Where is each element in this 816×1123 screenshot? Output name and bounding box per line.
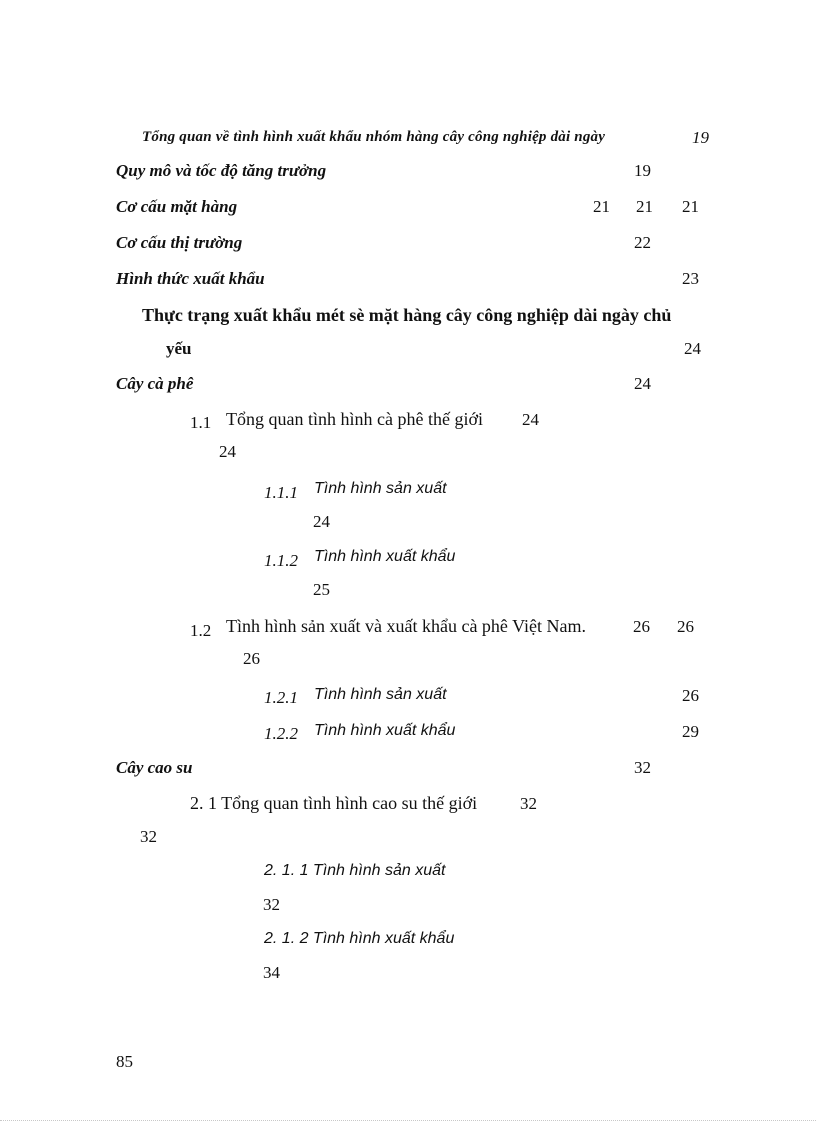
toc-entry-number: 1.2.1: [264, 688, 298, 707]
toc-entry-page: 22: [634, 233, 651, 252]
page-bottom-divider: [0, 1120, 816, 1121]
toc-entry-number: 1.2: [190, 621, 212, 640]
toc-entry-status-cont: yếu: [166, 339, 192, 358]
page-number: 85: [116, 1052, 133, 1071]
toc-entry-page: 32: [520, 794, 537, 813]
toc-entry-page: 25: [313, 580, 330, 599]
toc-entry-scale-growth: Quy mô và tốc độ tăng trưởng: [116, 161, 327, 180]
toc-entry-rubber: Cây cao su: [116, 758, 193, 777]
toc-entry-page: 24: [313, 512, 330, 531]
toc-entry-coffee: Cây cà phê: [116, 374, 194, 393]
toc-entry-page: 19: [692, 128, 709, 147]
toc-entry-page: 21: [682, 197, 699, 216]
toc-entry-page: 32: [263, 895, 280, 914]
toc-entry-page: 19: [634, 161, 651, 180]
toc-entry-coffee-1-2: Tình hình sản xuất và xuất khẩu cà phê Việt Nam.: [226, 616, 586, 636]
toc-entry-page: 26: [633, 617, 650, 636]
toc-entry-page: 24: [522, 410, 539, 429]
toc-entry-overview: [142, 129, 605, 146]
toc-entry-page: 32: [634, 758, 651, 777]
toc-entry-page: 24: [634, 374, 651, 393]
toc-entry-number: 1.1.2: [264, 551, 298, 570]
toc-entry-page: 21: [593, 197, 610, 216]
toc-entry-status: Thực trạng xuất khẩu mét sè mặt hàng cây công nghiệp dài ngày chủ: [142, 305, 672, 325]
toc-entry-page: 29: [682, 722, 699, 741]
toc-entry-page: 24: [684, 339, 701, 358]
toc-entry-page: 23: [682, 269, 699, 288]
toc-entry-product-structure: Cơ cấu mặt hàng: [116, 197, 238, 216]
toc-entry-market-structure: Cơ cấu thị trường: [116, 233, 243, 252]
toc-entry-page-repeat: 32: [140, 827, 157, 846]
toc-entry-page: 26: [682, 686, 699, 705]
toc-entry-coffee-1-2-1: Tình hình sản xuất: [314, 686, 447, 703]
toc-entry-coffee-1-1-2: Tình hình xuất khẩu: [314, 548, 456, 565]
toc-entry-page-repeat: 24: [219, 442, 236, 461]
toc-entry-rubber-2-1-1: 2. 1. 1 Tình hình sản xuất: [264, 862, 446, 879]
toc-entry-coffee-1-1: Tổng quan tình hình cà phê thế giới: [226, 409, 483, 429]
toc-entry-number: 1.2.2: [264, 724, 298, 743]
toc-entry-coffee-1-2-2: Tình hình xuất khẩu: [314, 722, 456, 739]
toc-entry-page: 26: [677, 617, 694, 636]
toc-entry-rubber-2-1-2: 2. 1. 2 Tình hình xuất khẩu: [264, 930, 455, 947]
toc-entry-coffee-1-1-1: Tình hình sản xuất: [314, 480, 447, 497]
toc-entry-export-forms: Hình thức xuất khẩu: [116, 269, 265, 288]
toc-entry-page: 21: [636, 197, 653, 216]
toc-entry-title: Tổng quan về tình hình xuất khẩu nhóm hàng cây công nghiệp dài ngày: [142, 129, 606, 145]
toc-entry-number: 1.1.1: [264, 483, 298, 502]
toc-entry-page-repeat: 26: [243, 649, 260, 668]
toc-entry-page: 34: [263, 963, 280, 982]
toc-entry-number: 1.1: [190, 413, 212, 432]
toc-entry-rubber-2-1: 2. 1 Tổng quan tình hình cao su thế giới: [190, 793, 478, 813]
